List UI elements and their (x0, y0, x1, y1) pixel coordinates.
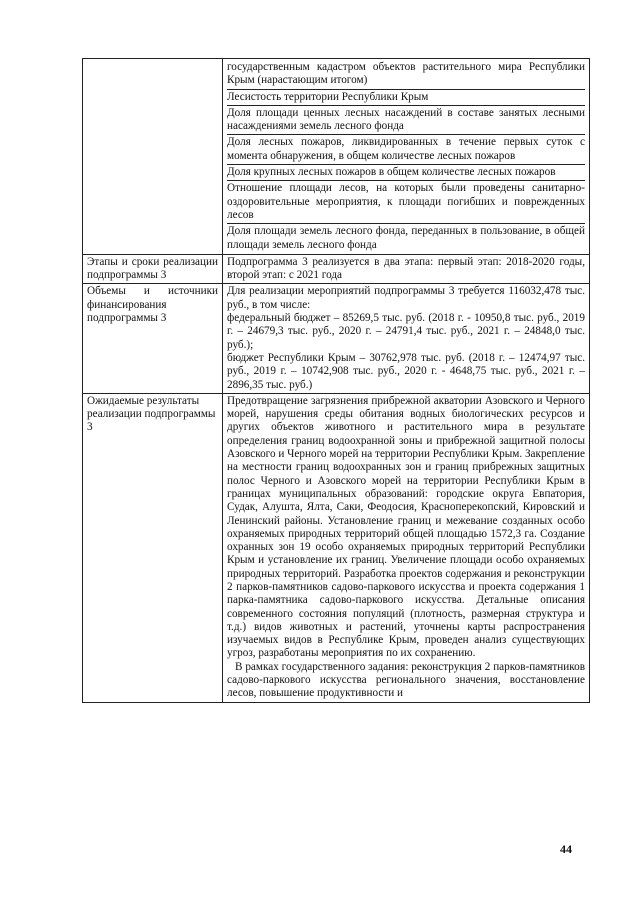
row2-value: Подпрограмма 3 реализуется в два этапа: первый этап: 2018-2020 годы, второй этап: с 2021 года (223, 254, 590, 284)
financing-paragraph: бюджет Республики Крым – 30762,978 тыс. руб. (2018 г. – 12474,97 тыс. руб., 2019 г. – 10742,908 тыс. руб., 2020 г. - 4648,75 тыс. руб., 2021 г. – 2896,35 тыс. руб.) (227, 351, 585, 391)
document-table (82, 58, 590, 703)
row4-label: Ожидаемые результаты реализации подпрограммы 3 (83, 393, 223, 702)
financing-paragraph: Для реализации мероприятий подпрограммы 3 требуется 116032,478 тыс. руб., в том числе: (227, 285, 585, 311)
indicator-item: Доля лесных пожаров, ликвидированных в течение первых суток с момента обнаружения, в общем количестве лесных пожаров (227, 135, 585, 165)
table-row-financing (83, 284, 590, 393)
indicator-item: Доля площади земель лесного фонда, переданных в пользование, в общей площади земель лесного фонда (227, 225, 585, 251)
indicator-item: Доля площади ценных лесных насаждений в составе занятых лесными насаждениями земель лесного фонда (227, 106, 585, 136)
row1-left-cell (83, 59, 223, 255)
results-paragraph: Предотвращение загрязнения прибрежной акватории Азовского и Черного морей, нарушения среды обитания водных биологических ресурсов и других объектов животного и растительного мира в результате определения границ водоохранной зоны и прибрежной защитной полосы Азовского и Черного морей на территории Республики Крым. Закрепление на местности границ водоохранных зон и границ прибрежных защитных полос Черного и Азовского морей на территории Республики Крым в границах муниципальных образований: городские округа Евпатория, Судак, Алушта, Ялта, Саки, Феодосия, Красноперекопский, Кировский и Ленинский районы. Установление границ и межевание созданных особо охраняемых природных территорий общей площадью 1572,3 га. Создание охранных зон 19 особо охраняемых природных территорий Республики Крым и установление их границ. Увеличение площади особо охраняемых природных территорий. Разработка проектов содержания и реконструкции 2 парков-памятников садово-паркового искусства и проекта содержания 1 парка-памятника садово-паркового искусства. Детальные описания современного состояния популяций (плотность, размерная структура и т.д.) видов животных и растений, уточнены карты распространения изучаемых видов в Республике Крым, проведен анализ существующих угроз, разработаны мероприятия по их сохранению. (227, 394, 585, 660)
row3-value (223, 284, 590, 393)
indicator-item: Доля крупных лесных пожаров в общем количестве лесных пожаров (227, 165, 585, 181)
indicator-item: Лесистость территории Республики Крым (227, 90, 585, 106)
table-row-indicators (83, 59, 590, 255)
table-row-stages (83, 254, 590, 284)
page-number: 44 (560, 842, 572, 856)
row3-label: Объемы и источники финансирования подпрограммы 3 (83, 284, 223, 393)
results-paragraph: В рамках государственного задания: реконструкция 2 парков-памятников садово-паркового искусства регионального значения, восстановление лесов, повышение продуктивности и (227, 660, 585, 700)
indicator-item: государственным кадастром объектов растительного мира Республики Крым (нарастающим итогом) (227, 60, 585, 90)
indicator-list (223, 59, 590, 255)
row2-label: Этапы и сроки реализации подпрограммы 3 (83, 254, 223, 284)
financing-paragraph: федеральный бюджет – 85269,5 тыс. руб. (2018 г. - 10950,8 тыс. руб., 2019 г. – 24679,3 тыс. руб., 2020 г. – 24791,4 тыс. руб., 2021 г. – 24848,0 тыс. руб.); (227, 312, 585, 351)
row4-value (223, 393, 590, 702)
table-row-results (83, 393, 590, 702)
indicator-item: Отношение площади лесов, на которых были проведены санитарно-оздоровительные мероприятия, к площади погибших и поврежденных лесов (227, 181, 585, 224)
